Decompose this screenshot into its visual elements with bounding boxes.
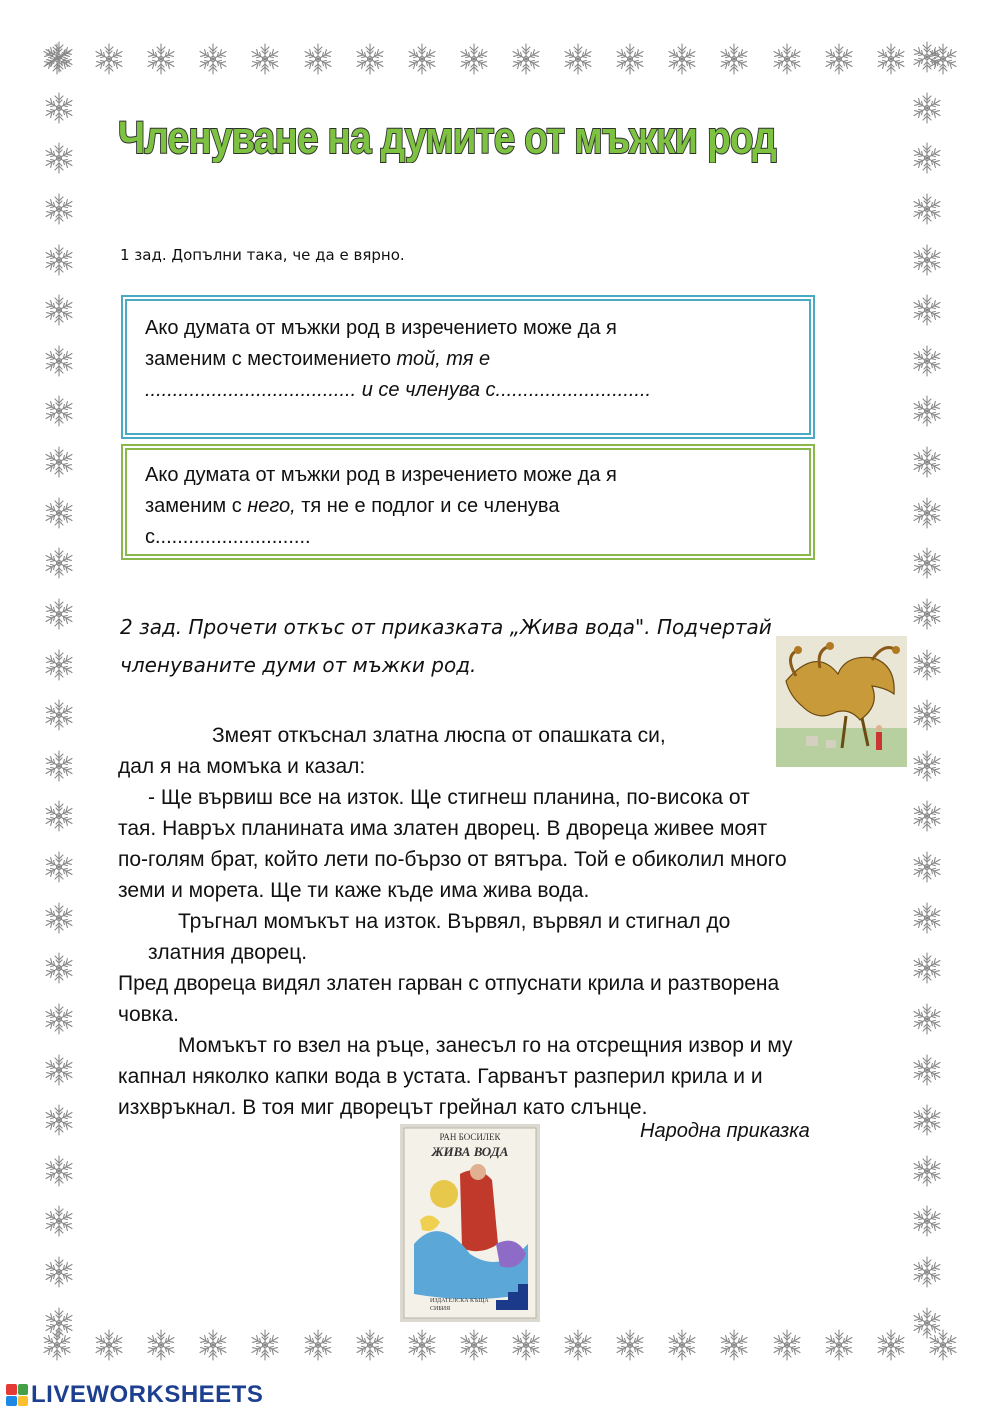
snowflake-icon	[874, 1328, 908, 1362]
snowflake-icon	[42, 1053, 76, 1087]
task2-line1: 2 зад. Прочети откъс от приказката „Жива вода". Подчертай	[120, 615, 772, 639]
story-line: земи и морета. Ще ти каже къде има жива вода.	[118, 879, 590, 902]
svg-text:ИЗДАТЕЛСКА КЪЩА: ИЗДАТЕЛСКА КЪЩА	[430, 1298, 489, 1304]
snowflake-icon	[910, 749, 944, 783]
rule-box-subject-line3	[145, 375, 791, 406]
snowflake-icon	[301, 42, 335, 76]
snowflake-icon	[910, 445, 944, 479]
snowflake-icon	[910, 1103, 944, 1137]
story-line: златния дворец.	[148, 941, 308, 964]
snowflake-icon	[405, 42, 439, 76]
logo-text: LIVEWORKSHEETS	[31, 1381, 264, 1408]
answer-blank-3[interactable]: с............................	[145, 526, 311, 548]
story-line: тая. Навръх планината има златен дворец. В двореца живее моят	[118, 817, 768, 840]
snowflake-icon	[196, 1328, 230, 1362]
story-line: Змеят откъснал златна люспа от опашката си,	[212, 724, 666, 747]
text-run: тя не е подлог и се членува	[295, 495, 560, 517]
snowflake-icon	[910, 901, 944, 935]
snowflake-icon	[42, 1154, 76, 1188]
answer-blank-1[interactable]: ......................................	[145, 379, 357, 401]
snowflake-icon	[42, 293, 76, 327]
snowflake-icon	[910, 799, 944, 833]
book-cover-illustration	[400, 1124, 540, 1322]
snowflake-icon	[42, 951, 76, 985]
pronoun-hint: той, тя е	[396, 348, 491, 370]
story-line: Пред двореца видял златен гарван с отпуснати крила и разтворена	[118, 972, 780, 995]
snowflake-icon	[42, 445, 76, 479]
text-run: заменим с	[145, 495, 248, 517]
snowflake-icon	[42, 698, 76, 732]
snowflake-icon	[42, 344, 76, 378]
answer-blank-2[interactable]: и се членува с............................	[356, 379, 652, 401]
story-text	[118, 720, 888, 1123]
rule-box-object-line1: Ако думата от мъжки род в изречението може да я	[145, 464, 617, 486]
snowflake-icon	[561, 42, 595, 76]
snowflake-icon	[42, 1255, 76, 1289]
snowflake-icon	[717, 42, 751, 76]
snowflake-icon	[910, 951, 944, 985]
snowflake-icon	[92, 1328, 126, 1362]
story-line: човка.	[118, 1003, 179, 1026]
snowflake-icon	[196, 42, 230, 76]
book-author: РАН БОСИЛЕК	[439, 1132, 501, 1142]
book-publisher: СИБИЯ	[430, 1306, 451, 1312]
snowflake-icon	[770, 42, 804, 76]
border-left	[42, 40, 76, 1340]
rule-box-subject	[121, 295, 815, 439]
story-line: капнал няколко капки вода в устата. Гарванът разперил крила и и	[118, 1065, 763, 1088]
snowflake-icon	[910, 597, 944, 631]
snowflake-icon	[874, 42, 908, 76]
snowflake-icon	[405, 1328, 439, 1362]
snowflake-icon	[42, 1306, 76, 1340]
snowflake-icon	[457, 42, 491, 76]
snowflake-icon	[613, 42, 647, 76]
task1-heading: 1 зад. Допълни така, че да е вярно.	[120, 246, 405, 264]
snowflake-icon	[910, 243, 944, 277]
snowflake-icon	[910, 394, 944, 428]
snowflake-icon	[613, 1328, 647, 1362]
snowflake-icon	[910, 850, 944, 884]
border-top	[40, 42, 960, 76]
snowflake-icon	[248, 1328, 282, 1362]
snowflake-icon	[42, 648, 76, 682]
snowflake-icon	[910, 1204, 944, 1238]
snowflake-icon	[42, 597, 76, 631]
story-line: дал я на момъка и казал:	[118, 755, 366, 778]
pronoun-hint: него,	[247, 495, 296, 517]
rule-box-object-line2	[145, 491, 791, 522]
text-run: заменим с местоимението	[145, 348, 397, 370]
border-right	[910, 40, 944, 1340]
story-source: Народна приказка	[640, 1120, 810, 1142]
snowflake-icon	[42, 901, 76, 935]
snowflake-icon	[910, 1255, 944, 1289]
snowflake-icon	[144, 1328, 178, 1362]
snowflake-icon	[770, 1328, 804, 1362]
snowflake-icon	[301, 1328, 335, 1362]
snowflake-icon	[42, 243, 76, 277]
snowflake-icon	[144, 42, 178, 76]
snowflake-icon	[910, 1053, 944, 1087]
snowflake-icon	[910, 141, 944, 175]
snowflake-icon	[910, 1154, 944, 1188]
book-title: ЖИВА ВОДА	[431, 1144, 509, 1159]
snowflake-icon	[665, 1328, 699, 1362]
snowflake-icon	[509, 1328, 543, 1362]
snowflake-icon	[910, 1306, 944, 1340]
snowflake-icon	[717, 1328, 751, 1362]
page-title: Членуване на думите от мъжки род	[118, 112, 776, 163]
snowflake-icon	[910, 293, 944, 327]
snowflake-icon	[248, 42, 282, 76]
snowflake-icon	[42, 850, 76, 884]
task2-line2: членуваните думи от мъжки род.	[120, 653, 477, 677]
snowflake-icon	[353, 1328, 387, 1362]
snowflake-icon	[42, 1103, 76, 1137]
snowflake-icon	[910, 698, 944, 732]
story-line: по-голям брат, който лети по-бързо от вятъра. Той е обиколил много	[118, 848, 787, 871]
story-line: Тръгнал момъкът на изток. Вървял, вървял и стигнал до	[178, 910, 731, 933]
snowflake-icon	[910, 546, 944, 580]
snowflake-icon	[910, 496, 944, 530]
snowflake-icon	[910, 192, 944, 226]
snowflake-icon	[509, 42, 543, 76]
snowflake-icon	[42, 91, 76, 125]
snowflake-icon	[92, 42, 126, 76]
task2-heading	[120, 608, 820, 684]
snowflake-icon	[910, 648, 944, 682]
snowflake-icon	[910, 40, 944, 74]
border-bottom	[40, 1328, 960, 1362]
rule-box-object	[121, 444, 815, 560]
snowflake-icon	[457, 1328, 491, 1362]
snowflake-icon	[42, 1002, 76, 1036]
story-line: Момъкът го взел на ръце, занесъл го на отсрещния извор и му	[178, 1034, 793, 1057]
snowflake-icon	[822, 1328, 856, 1362]
snowflake-icon	[42, 40, 76, 74]
snowflake-icon	[42, 749, 76, 783]
story-line: изхвръкнал. В тоя миг дворецът грейнал като слънце.	[118, 1096, 648, 1119]
snowflake-icon	[42, 141, 76, 175]
snowflake-icon	[561, 1328, 595, 1362]
snowflake-icon	[42, 496, 76, 530]
snowflake-icon	[42, 1204, 76, 1238]
snowflake-icon	[910, 91, 944, 125]
snowflake-icon	[353, 42, 387, 76]
snowflake-icon	[42, 799, 76, 833]
logo-badge-icon	[6, 1384, 28, 1406]
snowflake-icon	[42, 546, 76, 580]
snowflake-icon	[822, 42, 856, 76]
snowflake-icon	[665, 42, 699, 76]
rule-box-subject-line2	[145, 344, 791, 375]
snowflake-icon	[910, 344, 944, 378]
snowflake-icon	[42, 192, 76, 226]
rule-box-subject-line1: Ако думата от мъжки род в изречението може да я	[145, 317, 617, 339]
snowflake-icon	[910, 1002, 944, 1036]
liveworksheets-logo[interactable]	[6, 1381, 263, 1409]
snowflake-icon	[42, 394, 76, 428]
story-line: - Ще вървиш все на изток. Ще стигнеш планина, по-висока от	[148, 786, 750, 809]
